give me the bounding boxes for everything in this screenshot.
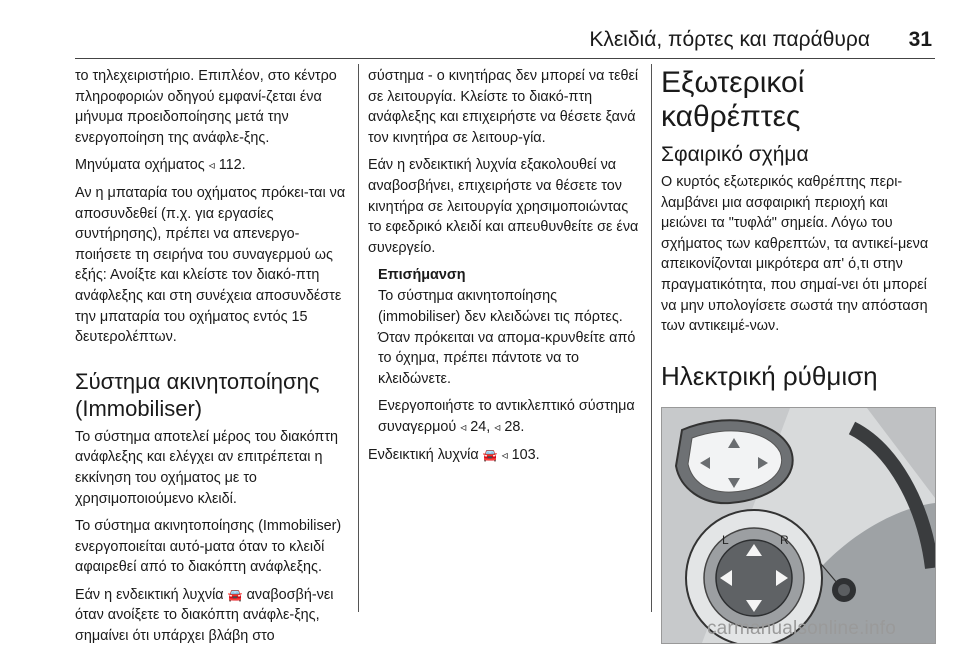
section-heading-immobiliser: Σύστημα ακινητοποίησης (Immobiliser) [75,368,320,421]
paragraph-indicator [368,445,643,466]
paragraph: Ο κυρτός εξωτερικός καθρέπτης περι-λαμβάνει μια ασφαιρική περιοχή και μειώνει τα "τυφλά" σημεία. Λόγω του σχήματος των καθρεπτών, τα αντικεί-μενα απεικονίζονται μικρότερα απ' ό,τι στην πραγματικότητα, που σημαί-νει ότι μπορεί να μην υπολογίσετε σωστά την απόσταση των αντικειμέ-νων. [661,174,929,335]
page-number: 31 [908,28,932,51]
paragraph-text: αναβοσβή-νει όταν ανοίξετε το διακόπτη ανάφλε-ξης, σημαίνει ότι υπάρχει βλάβη στο [75,586,334,645]
notice-text: Το σύστημα ακινητοποίησης (immobiliser) δεν κλειδώνει τις πόρτες. Όταν πρόκειται να απομα-κρυνθείτε από το όχημα, πρέπει πάντοτε να το κλειδώνετε. [378,288,636,387]
page-reference-icon: ◃ [460,419,467,434]
mirror-illustration-svg [662,408,935,643]
paragraph: Το σύστημα αποτελεί μέρος του διακόπτη ανάφλεξης και ελέγχει αν επιτρέπεται η εκκίνηση του οχήματος με το χρησιμοποιούμενο κλειδί. [75,428,339,507]
mirror-select-right-label: R [780,532,789,547]
paragraph-text: Ενδεικτική λυχνία [368,446,479,463]
immobiliser-light-icon: 🚘 [227,587,243,602]
page-header-title: Κλειδιά, πόρτες και παράθυρα [589,28,870,51]
column-divider-1 [358,64,359,612]
page-reference-icon: ◃ [494,419,501,434]
page-reference-link[interactable]: 103. [511,446,540,463]
page-reference-link[interactable]: 28. [504,418,525,435]
watermark [0,618,960,640]
page-reference-icon: ◃ [501,447,508,462]
column-2 [368,66,643,472]
immobiliser-light-icon: 🚘 [482,447,498,462]
page-reference-link[interactable]: 112. [218,157,246,174]
paragraph-text: Εάν η ενδεικτική λυχνία [75,586,224,603]
mirror-adjustment-illustration [661,407,936,644]
mirror-select-left-label: L [722,532,729,547]
subheading-electric-adjustment: Ηλεκτρική ρύθμιση [661,360,878,391]
page-reference-link[interactable]: 24, [470,418,491,435]
paragraph: το τηλεχειριστήριο. Επιπλέον, στο κέντρο πληροφοριών οδηγού εμφανί-ζεται ένα μήνυμα προειδοποίησης μετά την ενεργοποίηση της ανάφλε-ξης. [75,68,337,146]
column-1 [75,66,353,654]
column-3 [661,66,936,644]
page-reference-icon: ◃ [208,158,215,173]
section-heading-exterior-mirrors: Εξωτερικοί καθρέπτες [661,66,805,133]
header-rule [75,58,935,59]
notice-text-alarm [378,396,643,437]
paragraph: Αν η μπαταρία του οχήματος πρόκει-ται να αποσυνδεθεί (π.χ. για εργασίες συντήρησης), πρέπει να απενεργο-ποιήσετε τη σειρήνα του συναγερμού ως εξής: Ανοίξτε και κλείστε τον διακό-πτη ανάφλεξης και στη συνέχεια αποσυνδέστε την μπαταρία του οχήματος εντός 15 δευτερολέπτων. [75,184,346,346]
paragraph: Εάν η ενδεικτική λυχνία εξακολουθεί να αναβοσβήνει, επιχειρήστε να θέσετε τον κινητήρα σε λειτουργία χρησιμοποιώντας το εφεδρικό κλειδί και απευθυνθείτε σε ένα συνεργείο. [368,157,639,256]
subheading-convex-shape: Σφαιρικό σχήμα [661,143,809,166]
paragraph-text: Ενεργοποιήστε το αντικλεπτικό σύστημα συναγερμού [378,398,635,435]
paragraph: Το σύστημα ακινητοποίησης (Immobiliser) ενεργοποιείται αυτό-ματα όταν το κλειδί αφαιρεθεί από το διακόπτη ανάφλεξης. [75,518,342,576]
watermark-text: carmanualsonline.info [706,618,896,639]
paragraph-text: Μηνύματα οχήματος [75,157,205,174]
notice-box [368,265,643,437]
column-divider-2 [651,64,652,612]
notice-title: Επισήμανση [378,267,466,284]
paragraph: σύστημα - ο κινητήρας δεν μπορεί να τεθεί σε λειτουργία. Κλείστε το διακό-πτη ανάφλεξης και επιχειρήστε να θέσετε ξανά τον κινητήρα σε λειτουρ-γία. [368,68,639,146]
paragraph-vehicle-messages [75,155,353,176]
